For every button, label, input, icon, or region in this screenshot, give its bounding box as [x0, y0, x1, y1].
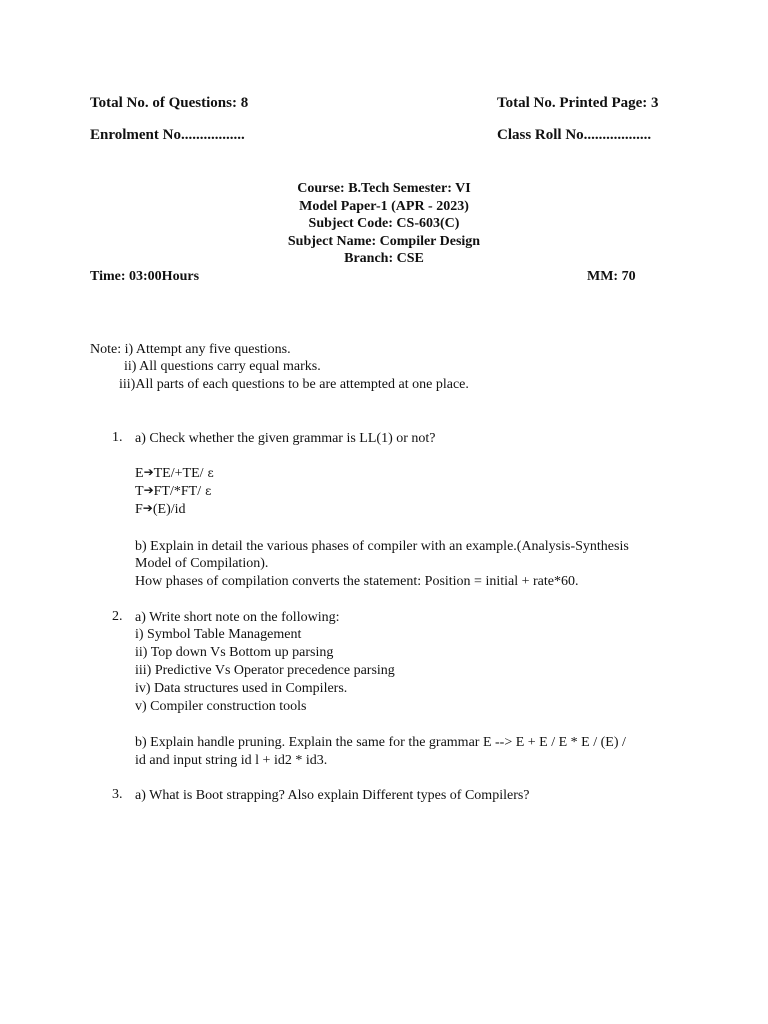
total-printed-pages: Total No. Printed Page: 3	[497, 95, 659, 111]
grammar-rhs: FT/*FT/	[153, 484, 202, 499]
question-1b-line-1: b) Explain in detail the various phases of compiler with an example.(Analysis-Synthesis	[135, 539, 629, 554]
branch-line: Branch: CSE	[344, 251, 424, 267]
epsilon-symbol: ε	[205, 484, 212, 498]
note-line-3: iii)All parts of each questions to be are attempted at one place.	[119, 377, 469, 392]
grammar-rule-t	[135, 483, 211, 501]
list-item: ii) Top down Vs Bottom up parsing	[135, 645, 334, 660]
right-arrow-icon: ➔	[142, 501, 153, 515]
question-1b-line-3: How phases of compilation converts the statement: Position = initial + rate*60.	[135, 574, 579, 589]
course-info-block	[0, 180, 768, 268]
list-item: iv) Data structures used in Compilers.	[135, 681, 348, 696]
question-3-number: 3.	[112, 787, 123, 802]
question-2b-line-2: id and input string id l + id2 * id3.	[135, 753, 328, 768]
grammar-rule-f	[135, 501, 186, 519]
total-questions: Total No. of Questions: 8	[90, 95, 249, 111]
question-2b-line-1: b) Explain handle pruning. Explain the same for the grammar E --> E + E / E * E / (E) /	[135, 735, 626, 750]
list-item: iii) Predictive Vs Operator precedence parsing	[135, 663, 395, 678]
question-1a: a) Check whether the given grammar is LL(1) or not?	[135, 431, 436, 446]
question-1b-line-2: Model of Compilation).	[135, 556, 269, 571]
grammar-rhs: TE/+TE/	[153, 466, 204, 481]
grammar-rule-e	[135, 465, 214, 483]
course-line: Course: B.Tech Semester: VI	[297, 181, 471, 196]
list-item: v) Compiler construction tools	[135, 699, 307, 714]
list-item: i) Symbol Table Management	[135, 627, 302, 642]
question-3a: a) What is Boot strapping? Also explain Different types of Compilers?	[135, 788, 530, 803]
question-1-number: 1.	[112, 430, 123, 445]
question-2-number: 2.	[112, 609, 123, 624]
max-marks: MM: 70	[587, 269, 636, 284]
right-arrow-icon: ➔	[143, 483, 154, 497]
epsilon-symbol: ε	[207, 466, 214, 480]
subject-name-line: Subject Name: Compiler Design	[287, 233, 481, 249]
note-line-2: ii) All questions carry equal marks.	[124, 359, 321, 374]
question-2a: a) Write short note on the following:	[135, 610, 340, 625]
grammar-rhs: (E)/id	[152, 502, 186, 517]
grammar-lhs: F	[135, 502, 143, 517]
grammar-lhs: T	[135, 484, 144, 499]
time-allowed: Time: 03:00Hours	[90, 269, 200, 284]
note-line-1: Note: i) Attempt any five questions.	[90, 342, 291, 357]
right-arrow-icon: ➔	[143, 465, 154, 479]
enrolment-no: Enrolment No.................	[90, 127, 245, 143]
model-paper-line: Model Paper-1 (APR - 2023)	[299, 198, 469, 214]
subject-code-line: Subject Code: CS-603(C)	[308, 216, 460, 232]
grammar-lhs: E	[135, 466, 144, 481]
class-roll-no: Class Roll No..................	[497, 127, 652, 143]
